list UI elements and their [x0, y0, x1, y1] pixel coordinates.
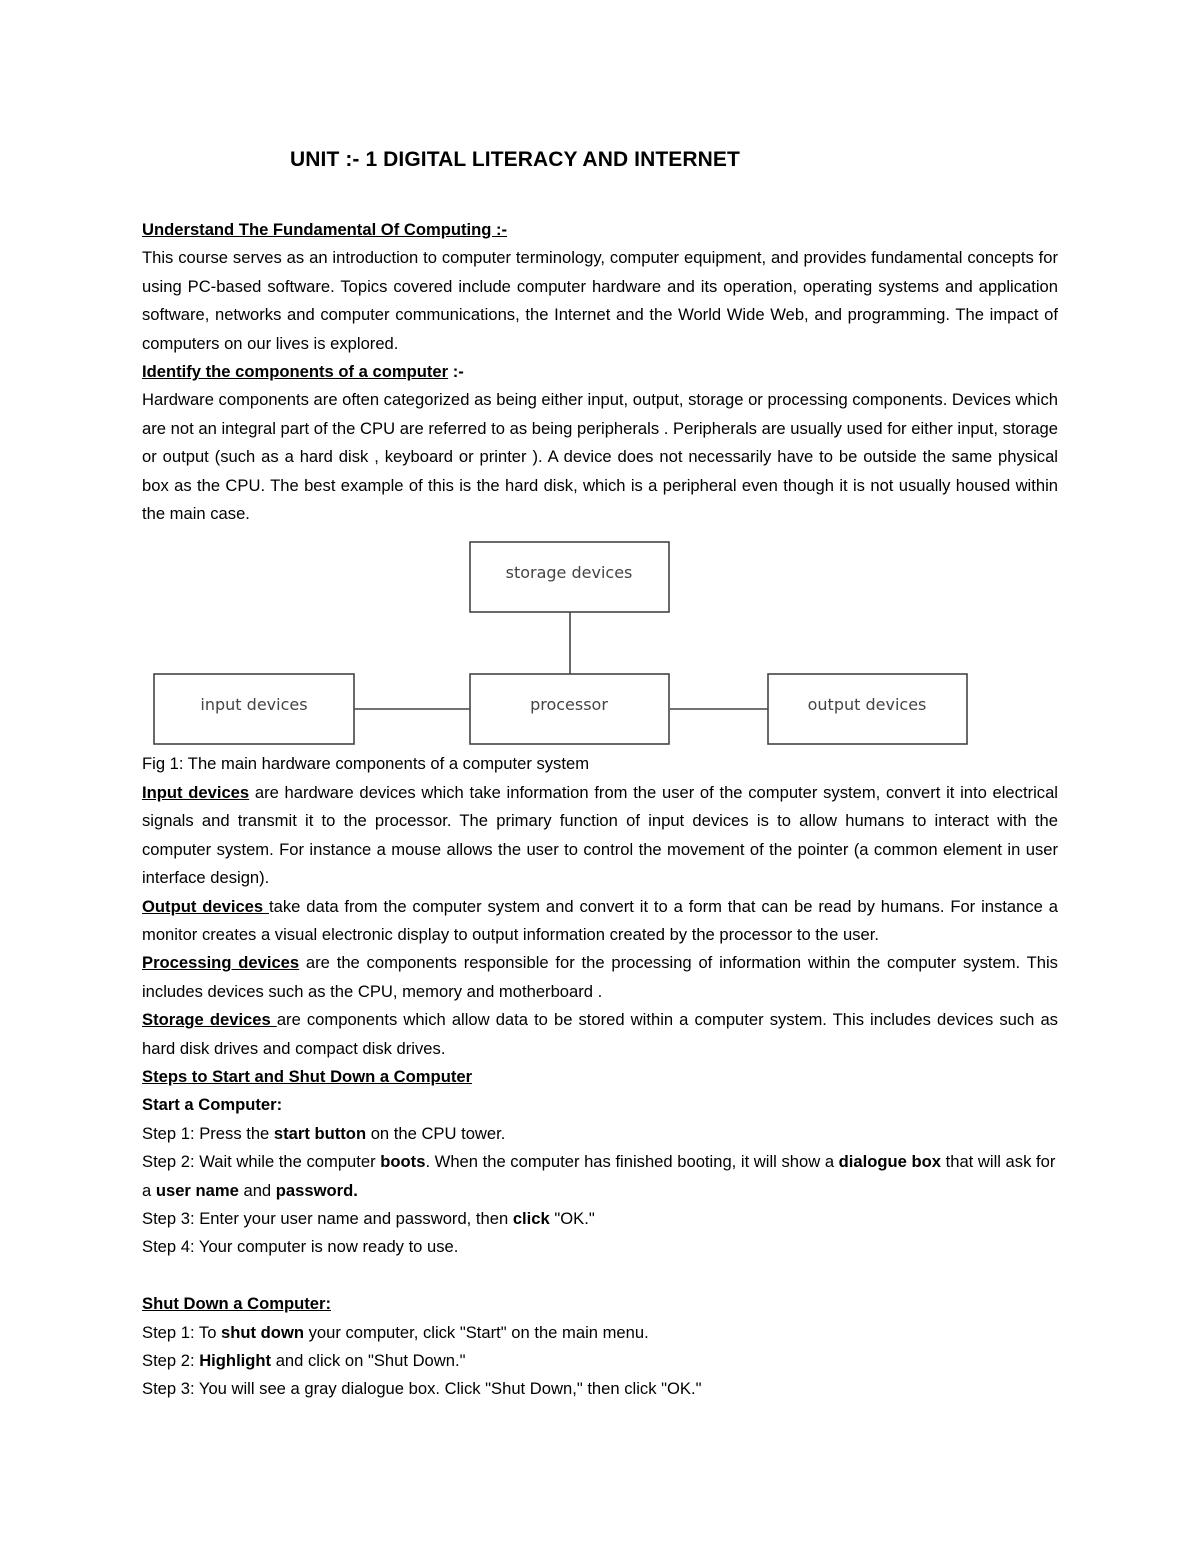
steps-heading: Steps to Start and Shut Down a Computer [142, 1066, 473, 1086]
figure-caption: Fig 1: The main hardware components of a computer system [142, 754, 590, 774]
processor-label: processor [530, 695, 608, 715]
definition-term: Input devices [142, 782, 250, 802]
definition-text: take data from the computer system and convert it to a form that can be read by humans. For instance a monitor creates a visual electronic display to output information created by the processor to the user. [142, 896, 1058, 944]
definition-output-devices [142, 893, 1058, 950]
output-devices-label: output devices [807, 695, 927, 715]
definition-text: are hardware devices which take information from the user of the computer system, convert it into electrical signals and transmit it to the processor. The primary function of input devices is to allow humans to interact with the computer system. For instance a mouse allows the user to control the movement of the pointer (a common element in user interface design). [142, 782, 1058, 888]
definition-term: Storage devices [142, 1010, 277, 1030]
shutdown-step-2: Step 2: Highlight and click on "Shut Down." [142, 1350, 466, 1370]
start-step-4: Step 4: Your computer is now ready to use. [142, 1237, 459, 1257]
definition-term: Output devices [142, 896, 270, 916]
section-heading-fundamentals: Understand The Fundamental Of Computing :- [142, 220, 508, 239]
start-step-2: Step 2: Wait while the computer boots. When the computer has finished booting, it will show a dialogue box that will ask for a user name and password. [142, 1152, 1056, 1200]
start-heading: Start a Computer: [142, 1095, 283, 1115]
definition-storage-devices [142, 1006, 1058, 1063]
definition-text: are the components responsible for the processing of information within the computer system. This includes devices such as the CPU, memory and motherboard . [142, 953, 1058, 1001]
shutdown-step-1: Step 1: To shut down your computer, click "Start" on the main menu. [142, 1322, 649, 1342]
start-step-1: Step 1: Press the start button on the CPU tower. [142, 1123, 506, 1143]
fundamentals-paragraph: This course serves as an introduction to computer terminology, computer equipment, and provides fundamental concepts for using PC-based software. Topics covered include computer hardware and its operation, operating systems and application software, networks and computer communications, the Internet and the World Wide Web, and programming. The impact of computers on our lives is explored. [142, 248, 1058, 353]
start-step-3: Step 3: Enter your user name and password, then click "OK." [142, 1208, 595, 1228]
document-body [142, 216, 1058, 1404]
hardware-components-diagram [142, 528, 1058, 750]
components-heading-suffix: :- [448, 362, 464, 382]
shutdown-heading: Shut Down a Computer: [142, 1294, 331, 1314]
section-heading-components [142, 358, 1058, 386]
storage-devices-label: storage devices [505, 563, 633, 583]
definition-term: Processing devices [142, 953, 300, 973]
components-paragraph: Hardware components are often categorized as being either input, output, storage or processing components. Devices which are not an integral part of the CPU are referred to as being peripherals . Peripherals are usually used for either input, storage or output (such as a hard disk , keyboard or printer ). A device does not necessarily have to be outside the same physical box as the CPU. The best example of this is the hard disk, which is a peripheral even though it is not usually housed within the main case. [142, 390, 1058, 524]
shutdown-step-3: Step 3: You will see a gray dialogue box. Click "Shut Down," then click "OK." [142, 1379, 702, 1399]
definition-text: are components which allow data to be stored within a computer system. This includes devices such as hard disk drives and compact disk drives. [142, 1010, 1058, 1058]
definition-input-devices [142, 779, 1058, 893]
spacer [142, 1262, 1058, 1290]
page-title: UNIT :- 1 DIGITAL LITERACY AND INTERNET [290, 148, 740, 171]
definition-processing-devices [142, 949, 1058, 1006]
input-devices-label: input devices [200, 695, 308, 715]
components-heading-text: Identify the components of a computer [142, 362, 449, 382]
